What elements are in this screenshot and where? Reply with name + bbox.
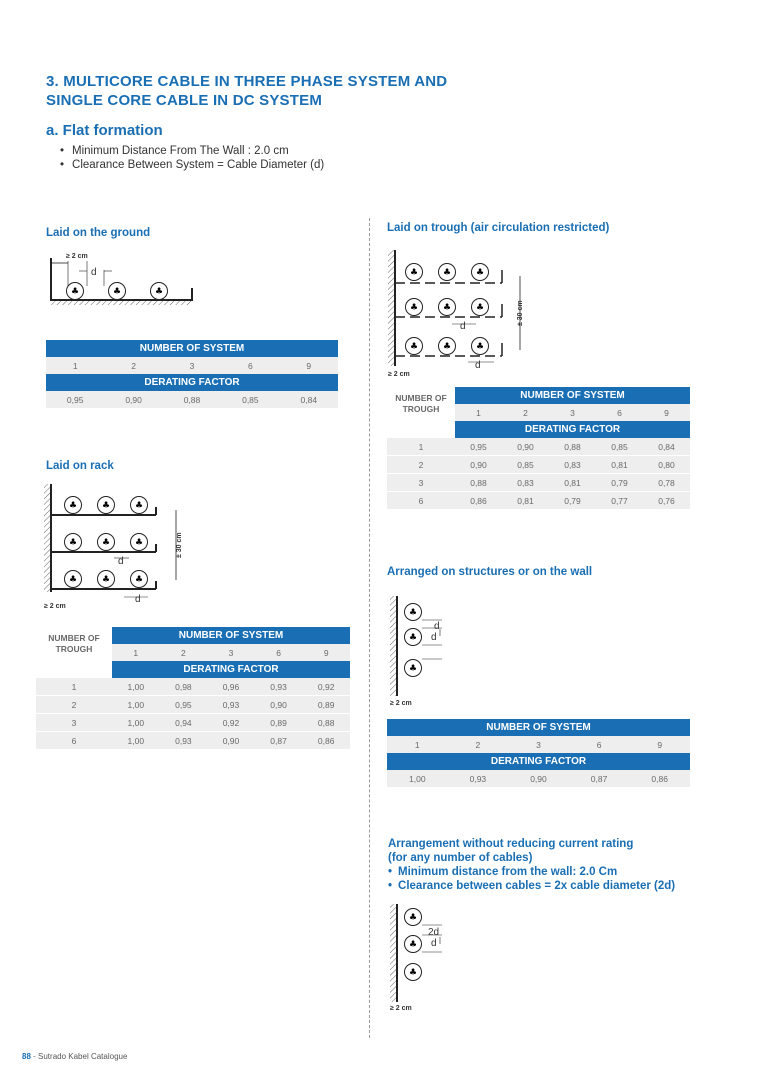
cable-icon [65, 571, 82, 588]
system-cell: 2 [475, 739, 481, 750]
svg-text:♣: ♣ [101, 501, 111, 511]
wall-table [387, 719, 690, 787]
trough-cell: 1 [387, 438, 455, 456]
number-of-trough-header: NUMBER OF TROUGH [36, 627, 112, 661]
trough-cell: 6 [71, 735, 77, 746]
cable-icon [406, 338, 423, 355]
cable-icon [131, 497, 148, 514]
thirty-cm-label: ± 30 cm [517, 300, 524, 326]
ground-diagram [40, 248, 200, 312]
cable-icon [439, 264, 456, 281]
trough-label: Laid on trough (air circulation restricted) [387, 222, 610, 234]
title-line-2: SINGLE CORE CABLE IN DC SYSTEM [46, 92, 323, 109]
d-label: d [460, 321, 466, 332]
page-footer [22, 1052, 127, 1061]
two-cm-label: ≥ 2 cm [388, 371, 410, 378]
number-of-system-header: NUMBER OF SYSTEM [46, 340, 338, 357]
factor-cell: 0,87 [590, 773, 608, 784]
table-row [387, 438, 690, 456]
noreduce-bullet: • Clearance between cables = 2x cable diameter (2d) [388, 880, 676, 892]
factor-cell: 0,92 [207, 714, 255, 732]
factor-cell: 0,77 [611, 495, 628, 506]
d-label: d [118, 556, 124, 567]
factor-cell: 0,86 [651, 773, 668, 784]
bullet-item: • Clearance Between System = Cable Diameter (d) [62, 158, 324, 172]
two-cm-label: ≥ 2 cm [44, 603, 66, 610]
system-cell: 2 [523, 407, 528, 418]
system-cell: 3 [570, 407, 575, 418]
trough-cell: 3 [36, 714, 112, 732]
table-row [387, 474, 690, 492]
d-label: d [135, 594, 141, 605]
factor-cell: 0,84 [643, 438, 690, 456]
factor-cell: 0,93 [175, 735, 192, 746]
cable-icon [405, 660, 422, 677]
svg-text:♣: ♣ [409, 303, 419, 313]
trough-cell: 2 [36, 696, 112, 714]
svg-text:♣: ♣ [408, 940, 418, 950]
system-cell: 9 [323, 647, 329, 658]
cable-icon [98, 571, 115, 588]
factor-cell: 0,85 [242, 394, 259, 405]
d-label: d [475, 360, 481, 371]
bullet-item: • Minimum Distance From The Wall : 2.0 cm [62, 144, 324, 158]
svg-text:♣: ♣ [408, 664, 418, 674]
trough-cell: 2 [387, 456, 455, 474]
svg-text:♣: ♣ [475, 268, 485, 278]
d-label: d [431, 632, 437, 643]
noreduce-line-1: Arrangement without reducing current rating [388, 838, 634, 850]
factor-cell: 0,86 [317, 735, 335, 746]
factor-cell: 0,85 [502, 456, 549, 474]
thirty-cm-label: ± 30 cm [176, 532, 183, 558]
cable-icon [472, 264, 489, 281]
factor-cell: 0,85 [596, 438, 643, 456]
factor-cell: 1,00 [409, 773, 426, 784]
rack-label: Laid on rack [46, 460, 114, 472]
svg-text:♣: ♣ [442, 303, 452, 313]
system-cell: 3 [228, 647, 234, 658]
factor-cell: 0,79 [596, 474, 643, 492]
ground-table [46, 340, 338, 408]
factor-cell: 0,95 [66, 394, 84, 405]
cable-icon [98, 497, 115, 514]
svg-text:♣: ♣ [408, 633, 418, 643]
factor-cell: 0,78 [643, 474, 690, 492]
factor-cell: 0,88 [302, 714, 350, 732]
d-label: d [431, 938, 437, 949]
svg-text:♣: ♣ [475, 342, 485, 352]
derating-factor-header: DERATING FACTOR [455, 421, 690, 438]
number-of-system-header: NUMBER OF SYSTEM [387, 719, 690, 736]
factor-cell: 0,83 [549, 456, 596, 474]
two-cm-label: ≥ 2 cm [390, 700, 412, 707]
svg-text:♣: ♣ [134, 575, 144, 585]
system-cell: 6 [248, 360, 253, 371]
trough-cell: 6 [418, 495, 424, 506]
factor-cell: 0,89 [255, 714, 303, 732]
factor-cell: 0,89 [302, 696, 350, 714]
rack-diagram [40, 480, 200, 612]
svg-text:♣: ♣ [101, 575, 111, 585]
factor-cell: 0,90 [125, 394, 142, 405]
system-cell: 3 [189, 360, 195, 371]
factor-cell: 0,90 [222, 735, 240, 746]
system-cell: 1 [414, 739, 420, 750]
factor-cell: 0,93 [469, 773, 487, 784]
system-cell: 1 [133, 647, 139, 658]
svg-text:♣: ♣ [442, 268, 452, 278]
svg-text:♣: ♣ [475, 303, 485, 313]
svg-text:♣: ♣ [408, 608, 418, 618]
table-row [36, 678, 350, 696]
section-title [46, 72, 566, 110]
table-row [36, 696, 350, 714]
cable-icon [405, 964, 422, 981]
ground-label: Laid on the ground [46, 227, 151, 239]
factor-cell: 0,95 [160, 696, 208, 714]
svg-text:♣: ♣ [409, 342, 419, 352]
table-row [387, 492, 690, 510]
factor-cell: 0,96 [207, 678, 255, 696]
svg-text:♣: ♣ [112, 287, 122, 297]
svg-text:♣: ♣ [409, 268, 419, 278]
system-cell: 1 [72, 360, 78, 371]
factor-cell: 0,84 [300, 394, 318, 405]
cable-icon [472, 299, 489, 316]
noreduce-block [388, 837, 675, 893]
factor-cell: 0,95 [455, 438, 502, 456]
title-line-1: 3. MULTICORE CABLE IN THREE PHASE SYSTEM AND [46, 73, 448, 90]
number-of-trough-header: NUMBER OF TROUGH [387, 387, 455, 421]
svg-text:♣: ♣ [68, 538, 78, 548]
system-cell: 3 [536, 739, 541, 750]
cable-icon [65, 534, 82, 551]
two-cm-label: ≥ 2 cm [390, 1005, 412, 1012]
system-cell: 6 [276, 647, 281, 658]
cable-icon [131, 534, 148, 551]
factor-cell: 0,98 [160, 678, 208, 696]
two-d-label: 2d [428, 927, 440, 938]
svg-text:♣: ♣ [68, 575, 78, 585]
d-label: d [434, 621, 440, 632]
factor-cell: 0,93 [207, 696, 255, 714]
svg-text:♣: ♣ [134, 501, 144, 511]
number-of-system-header: NUMBER OF SYSTEM [455, 387, 690, 404]
table-row [36, 732, 350, 750]
cable-icon [406, 264, 423, 281]
svg-text:♣: ♣ [442, 342, 452, 352]
cable-icon [405, 604, 422, 621]
svg-text:♣: ♣ [134, 538, 144, 548]
cable-icon [406, 299, 423, 316]
d-label: d [91, 267, 97, 278]
factor-cell: 1,00 [127, 735, 145, 746]
number-of-system-header: NUMBER OF SYSTEM [112, 627, 350, 644]
factor-cell: 0,79 [564, 495, 581, 506]
svg-text:♣: ♣ [68, 501, 78, 511]
two-cm-label: ≥ 2 cm [66, 253, 88, 260]
factor-cell: 0,90 [455, 456, 502, 474]
cable-icon [405, 629, 422, 646]
system-cell: 1 [476, 407, 481, 418]
cable-icon [109, 283, 126, 300]
table-row [36, 714, 350, 732]
trough-cell: 3 [387, 474, 455, 492]
column-divider [369, 218, 370, 1038]
noreduce-line-2: (for any number of cables) [388, 852, 533, 864]
system-cell: 9 [664, 407, 669, 418]
factor-cell: 0,90 [255, 696, 303, 714]
system-cell: 9 [306, 360, 312, 371]
factor-cell: 0,93 [255, 678, 303, 696]
system-cell: 2 [181, 647, 186, 658]
system-cell: 6 [596, 739, 602, 750]
factor-cell: 0,80 [643, 456, 690, 474]
cable-icon [439, 299, 456, 316]
derating-factor-header: DERATING FACTOR [112, 661, 350, 678]
cable-icon [405, 936, 422, 953]
factor-cell: 0,94 [160, 714, 208, 732]
svg-text:♣: ♣ [70, 287, 80, 297]
rack-table [36, 627, 350, 749]
cable-icon [439, 338, 456, 355]
system-cell: 9 [657, 739, 663, 750]
cable-icon [67, 283, 84, 300]
factor-cell: 0,90 [530, 773, 547, 784]
footer-text: - Sutrado Kabel Catalogue [30, 1052, 128, 1061]
factor-cell: 0,90 [502, 438, 549, 456]
svg-text:♣: ♣ [408, 968, 418, 978]
system-cell: 2 [131, 360, 136, 371]
svg-text:♣: ♣ [408, 913, 418, 923]
noreduce-diagram [386, 900, 476, 1016]
cable-icon [65, 497, 82, 514]
factor-cell: 0,88 [455, 474, 502, 492]
cable-icon [405, 909, 422, 926]
factor-cell: 0,87 [270, 735, 287, 746]
page-number: 88 [22, 1052, 31, 1061]
factor-cell: 0,81 [549, 474, 596, 492]
intro-bullets [62, 144, 324, 172]
wall-label: Arranged on structures or on the wall [387, 566, 593, 578]
cable-icon [98, 534, 115, 551]
factor-cell: 0,81 [517, 495, 534, 506]
system-cell: 6 [617, 407, 622, 418]
factor-cell: 0,92 [302, 678, 350, 696]
factor-cell: 1,00 [112, 714, 160, 732]
derating-factor-header: DERATING FACTOR [46, 374, 338, 391]
table-row [387, 456, 690, 474]
factor-cell: 0,88 [549, 438, 596, 456]
factor-cell: 0,88 [183, 394, 201, 405]
trough-cell: 1 [36, 678, 112, 696]
factor-cell: 0,76 [658, 495, 675, 506]
svg-text:♣: ♣ [154, 287, 164, 297]
cable-icon [151, 283, 168, 300]
wall-diagram [386, 592, 476, 708]
factor-cell: 0,83 [502, 474, 549, 492]
subsection-title: a. Flat formation [46, 122, 163, 139]
factor-cell: 0,86 [470, 495, 487, 506]
factor-cell: 1,00 [112, 678, 160, 696]
cable-icon [131, 571, 148, 588]
noreduce-bullet: • Minimum distance from the wall: 2.0 Cm [388, 866, 618, 878]
svg-text:♣: ♣ [101, 538, 111, 548]
factor-cell: 1,00 [112, 696, 160, 714]
derating-factor-header: DERATING FACTOR [387, 753, 690, 770]
cable-icon [472, 338, 489, 355]
factor-cell: 0,81 [596, 456, 643, 474]
trough-table [387, 387, 690, 509]
trough-diagram [386, 246, 536, 380]
